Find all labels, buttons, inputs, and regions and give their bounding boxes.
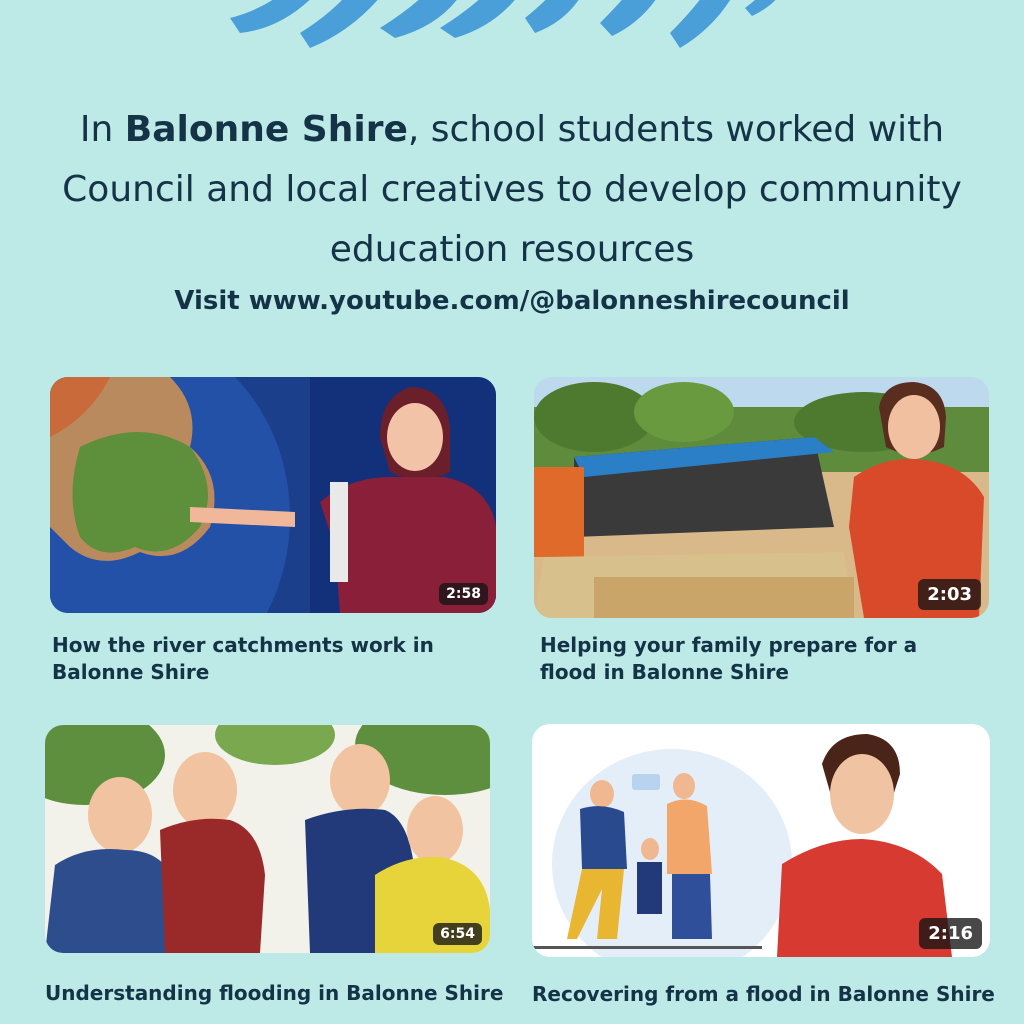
video-title-3[interactable]: Understanding flooding in Balonne Shire xyxy=(45,981,504,1005)
video-duration: 2:58 xyxy=(439,583,488,605)
video-duration: 2:16 xyxy=(919,918,982,949)
video-thumbnail-4[interactable] xyxy=(532,724,990,957)
headline xyxy=(40,100,984,280)
brush-strokes-decoration xyxy=(0,0,1024,58)
headline-pre: In xyxy=(79,109,125,150)
video-title-1[interactable]: How the river catchments work in Balonne Shire xyxy=(52,633,434,684)
video-thumbnail-2[interactable] xyxy=(534,377,989,618)
video-thumbnail-3[interactable] xyxy=(45,725,490,953)
thumbnail-illustration xyxy=(50,377,496,613)
video-duration: 6:54 xyxy=(433,923,482,945)
video-duration: 2:03 xyxy=(918,579,981,610)
headline-bold: Balonne Shire xyxy=(124,109,408,150)
video-thumbnail-1[interactable] xyxy=(50,377,496,613)
video-title-4[interactable]: Recovering from a flood in Balonne Shire xyxy=(532,982,995,1006)
thumbnail-illustration xyxy=(45,725,490,953)
visit-url-text: Visit www.youtube.com/@balonneshirecouncil xyxy=(174,286,850,316)
video-title-2[interactable]: Helping your family prepare for a flood in Balonne Shire xyxy=(540,633,918,684)
headline-post: , school students worked with Council and local creatives to develop community education resources xyxy=(62,109,962,270)
